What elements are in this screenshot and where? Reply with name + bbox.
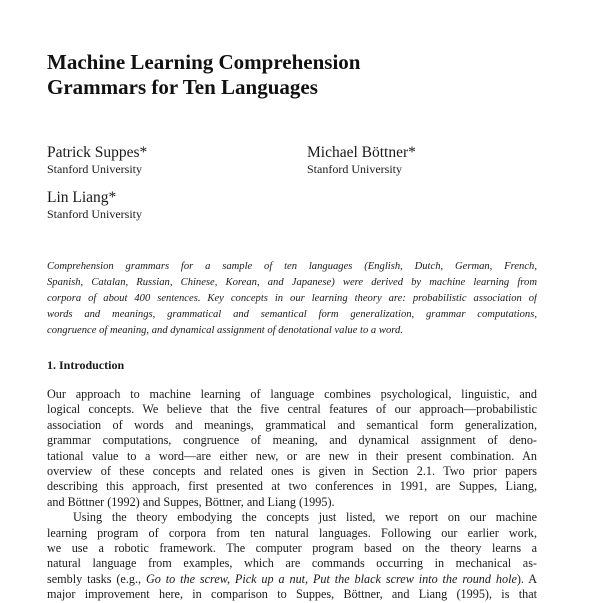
author-affiliation: Stanford University [47,162,142,176]
body-line: Using the theory embodying the concepts just listed, we report on our machine [73,510,537,525]
abstract [47,259,537,339]
body-line: logical concepts. We believe that the five central features of our approach—probabilistic [47,402,537,417]
body-line: natural language from examples, which are commands occurring in mechanical as- [47,556,537,571]
body-line: association of words and meanings, grammatical and semantical form generalization, [47,417,537,432]
body-fragment: A [528,571,537,586]
author-name: Michael Böttner* [307,144,416,161]
body-line: describing this approach, first presented at two conferences in 1991, are Suppes, Liang, [47,479,537,494]
title-line: Machine Learning Comprehension [47,50,361,74]
body-line: and Böttner (1992) and Suppes, Böttner, and Liang (1995). [47,494,335,509]
paper-title [47,50,527,100]
author-affiliation: Stanford University [307,162,402,176]
abstract-line: words and meanings, grammatical and semantical form generalization, grammar computations, [47,309,537,320]
abstract-line: congruence of meaning, and dynamical assignment of denotational value to a word. [47,325,403,336]
example-commands: Go to the screw, Pick up a nut, Put the black screw into the round hole [145,571,517,586]
title-line: Grammars for Ten Languages [47,75,318,99]
abstract-line: Spanish, Catalan, Russian, Chinese, Korean, and Japanese) were derived by machine learning from [47,277,537,288]
body-fragment: sembly tasks (e.g., [47,571,146,586]
abstract-line: corpora of about 400 sentences. Key concepts in our learning theory are: probabilistic association of [47,293,537,304]
body-line: overview of these concepts and related ones is given in Section 2.1. Two prior papers [47,464,537,479]
body-text [47,387,537,603]
body-line: we use a robotic framework. The computer program based on the theory learns a [47,541,537,556]
body-fragment: ). [516,571,524,586]
body-line-with-examples [47,572,537,587]
body-line: grammar computations, congruence of meaning, and dynamical assignment of deno- [47,433,537,448]
author-block [47,144,147,177]
section-heading: 1. Introduction [47,358,125,372]
body-line: Our approach to machine learning of language combines psychological, linguistic, and [47,387,537,401]
body-line: learning program of corpora from ten natural languages. Following our earlier work, [47,525,537,540]
author-block [47,189,142,222]
body-line: tational value to a word—are either new, or are new in their present combination. An [47,448,537,463]
author-name: Patrick Suppes* [47,144,148,161]
author-affiliation: Stanford University [47,207,142,221]
abstract-line: Comprehension grammars for a sample of ten languages (English, Dutch, German, French, [47,261,537,272]
body-line: major improvement here, in comparison to Suppes, Böttner, and Liang (1995), is that [47,587,537,602]
author-name: Lin Liang* [47,189,117,206]
author-block [307,144,416,177]
